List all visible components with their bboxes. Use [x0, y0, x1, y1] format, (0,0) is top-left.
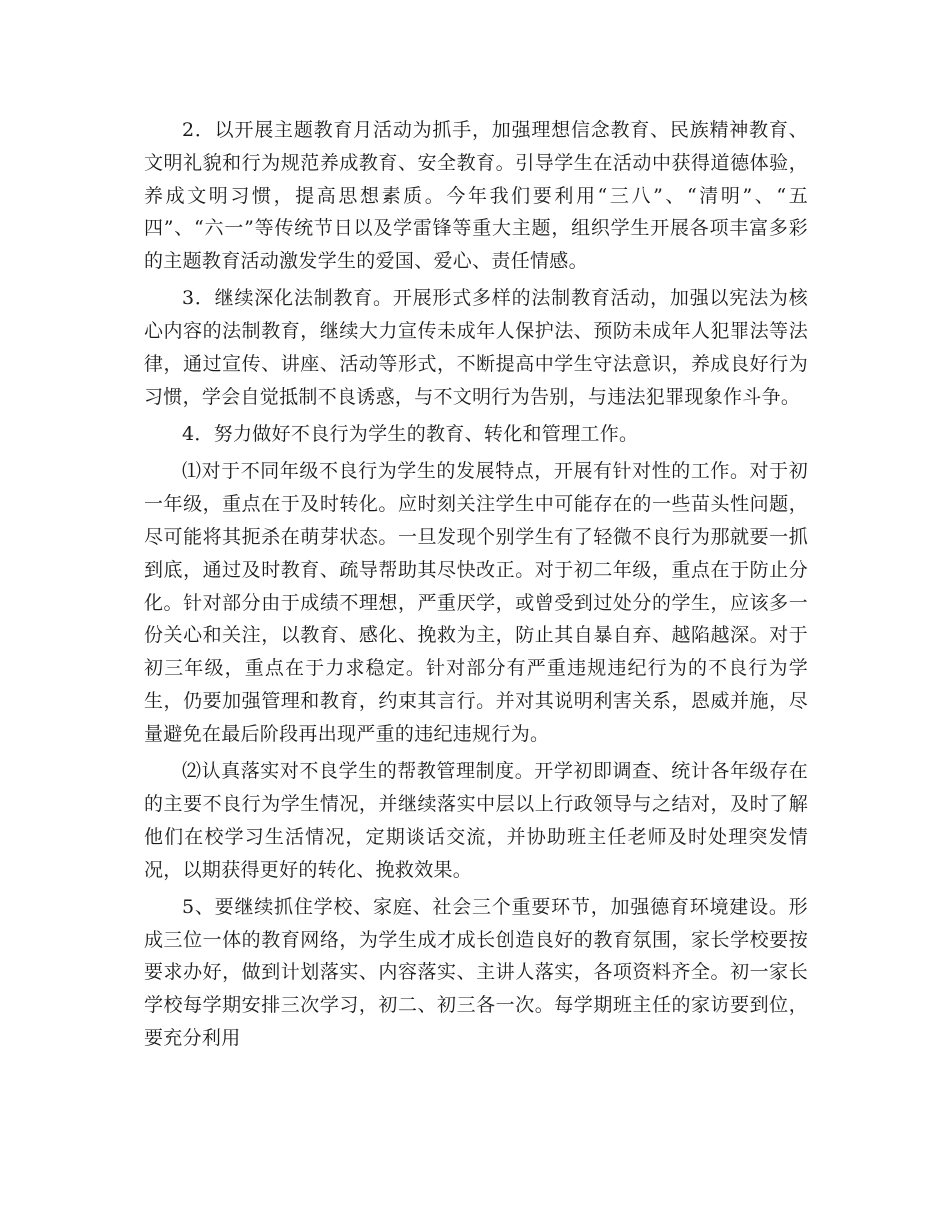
paragraph-4-item-2: ⑵认真落实对不良学生的帮教管理制度。开学初即调查、统计各年级存在的主要不良行为学生情况，并继续落实中层以上行政领导与之结对，及时了解他们在校学习生活情况，定期谈话交流，并协助班主任老师及时处理突发情况，以期获得更好的转化、挽救效果。: [144, 760, 808, 881]
paragraph-2-theme-education: 2．以开展主题教育月活动为抓手，加强理想信念教育、民族精神教育、文明礼貌和行为规范养成教育、安全教育。引导学生在活动中获得道德体验，养成文明习惯，提高思想素质。今年我们要利用“三八”、“清明”、“五四”、“六一”等传统节日以及学雷锋等重大主题，组织学生开展各项丰富多彩的主题教育活动激发学生的爱国、爱心、责任情感。: [144, 119, 808, 273]
paragraph-3-legal-education: 3．继续深化法制教育。开展形式多样的法制教育活动，加强以宪法为核心内容的法制教育，继续大力宣传未成年人保护法、预防未成年人犯罪法等法律，通过宣传、讲座、活动等形式，不断提高中学生守法意识，养成良好行为习惯，学会自觉抵制不良诱惑，与不文明行为告别，与违法犯罪现象作斗争。: [144, 287, 808, 408]
paragraph-4-item-1: ⑴对于不同年级不良行为学生的发展特点，开展有针对性的工作。对于初一年级，重点在于及时转化。应时刻关注学生中可能存在的一些苗头性问题，尽可能将其扼杀在萌芽状态。一旦发现个别学生有了轻微不良行为那就要一抓到底，通过及时教育、疏导帮助其尽快改正。对于初二年级，重点在于防止分化。针对部分由于成绩不理想，严重厌学，或曾受到过处分的学生，应该多一份关心和关注，以教育、感化、挽救为主，防止其自暴自弃、越陷越深。对于初三年级，重点在于力求稳定。针对部分有严重违规违纪行为的不良行为学生，仍要加强管理和教育，约束其言行。并对其说明利害关系，恩威并施，尽量避免在最后阶段再出现严重的违纪违规行为。: [144, 460, 808, 745]
document-body: [144, 114, 808, 1055]
paragraph-4-heading: 4．努力做好不良行为学生的教育、转化和管理工作。: [182, 423, 639, 446]
paragraph-5-environment: 5、要继续抓住学校、家庭、社会三个重要环节，加强德育环境建设。形成三位一体的教育网络，为学生成才成长创造良好的教育氛围，家长学校要按要求办好，做到计划落实、内容落实、主讲人落实，各项资料齐全。初一家长学校每学期安排三次学习，初二、初三各一次。每学期班主任的家访要到位，要充分利用: [144, 895, 808, 1050]
